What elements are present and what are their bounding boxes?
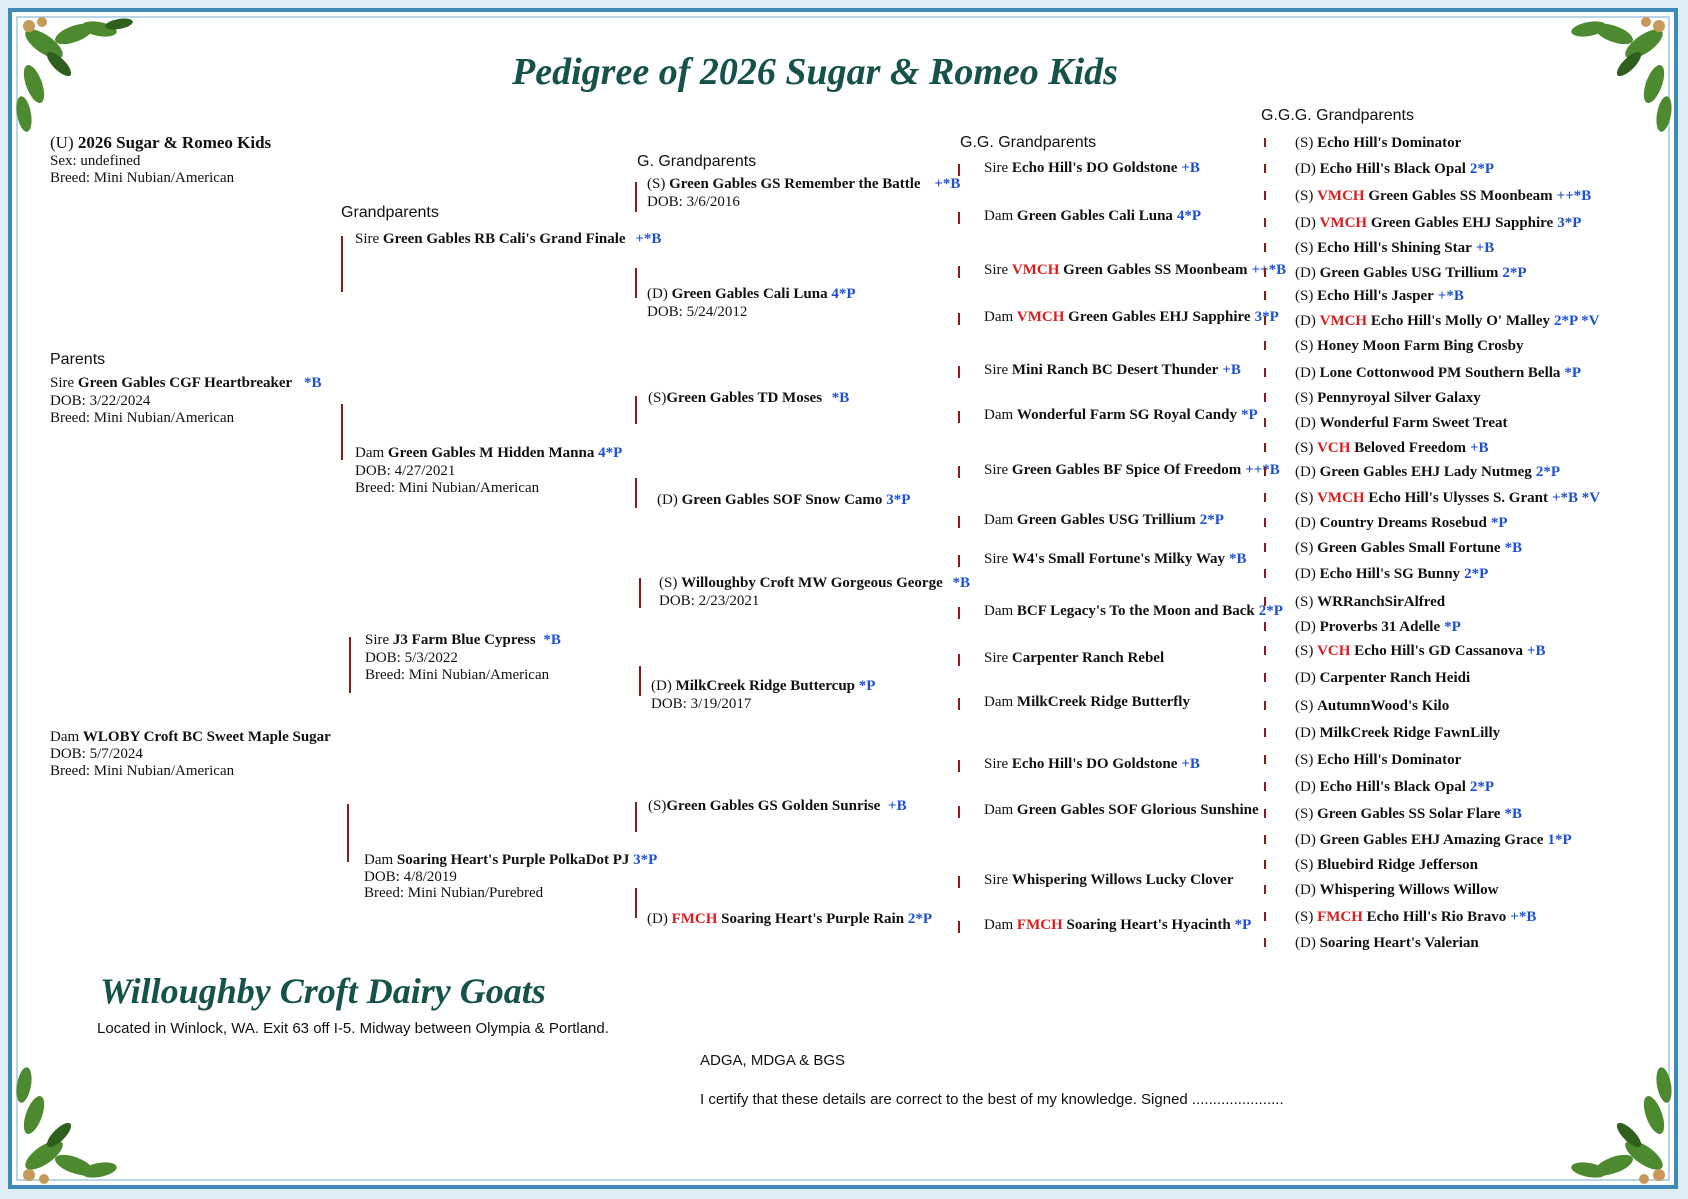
gg-grandparent-entry: Dam FMCH Soaring Heart's Hyacinth *P	[984, 917, 1252, 933]
gg-grandparent-entry: Sire Echo Hill's DO Goldstone +B	[984, 756, 1200, 772]
ggg-grandparent-entry: (D) Green Gables EHJ Lady Nutmeg 2*P	[1295, 464, 1560, 480]
gg-grandparent-entry: Sire VMCH Green Gables SS Moonbeam ++*B	[984, 262, 1287, 278]
g-grandparent-entry: (S)Green Gables TD Moses *B	[648, 390, 850, 406]
ggg-grandparent-entry: (D) Green Gables USG Trillium 2*P	[1295, 265, 1527, 281]
grandparent-dob: DOB: 4/27/2021	[355, 463, 456, 479]
award: +*B	[635, 231, 662, 247]
award: *P	[1564, 365, 1582, 381]
award: +*B	[934, 176, 961, 192]
bracket-line	[958, 876, 960, 888]
bracket-line	[958, 516, 960, 528]
award: 4*P	[1176, 208, 1202, 224]
ggg-grandparent-entry: (S) AutumnWood's Kilo	[1295, 698, 1450, 714]
bracket-line	[1264, 518, 1266, 527]
ggg-grandparent-entry: (S) Echo Hill's Shining Star +B	[1295, 240, 1495, 256]
g-grandparent-entry: (S) Willoughby Croft MW Gorgeous George *B	[659, 575, 971, 591]
award: 2*P *V	[1554, 313, 1600, 329]
ggg-grandparent-entry: (D) Green Gables EHJ Amazing Grace 1*P	[1295, 832, 1572, 848]
bracket-line	[1264, 597, 1266, 606]
bracket-line	[958, 266, 960, 278]
gg-grandparent-entry: Sire Whispering Willows Lucky Clover	[984, 872, 1234, 888]
bracket-line	[1264, 543, 1266, 552]
subject-entry	[50, 134, 271, 151]
bracket-line	[958, 212, 960, 224]
sex-prefix: (U)	[50, 133, 74, 152]
champion-title: VMCH	[1317, 188, 1365, 204]
bracket-line	[1264, 443, 1266, 452]
bracket-line	[639, 666, 641, 696]
bracket-line	[1264, 728, 1266, 737]
award: *B	[303, 375, 322, 391]
award: +B	[1181, 160, 1200, 176]
ggg-grandparent-entry: (D) Proverbs 31 Adelle *P	[1295, 619, 1461, 635]
ggg-grandparent-entry: (D) Wonderful Farm Sweet Treat	[1295, 415, 1508, 431]
award: 4*P	[598, 445, 623, 461]
bracket-line	[958, 698, 960, 710]
ggg-grandparent-entry: (S) Echo Hill's Jasper +*B	[1295, 288, 1464, 304]
g-grandparent-entry: (D) MilkCreek Ridge Buttercup *P	[651, 678, 876, 694]
ggg-grandparent-entry: (S) VMCH Echo Hill's Ulysses S. Grant +*B *V	[1295, 490, 1601, 506]
bracket-line	[1264, 569, 1266, 578]
grandparent-entry: Dam Soaring Heart's Purple PolkaDot PJ 3*P	[364, 852, 658, 868]
bracket-line	[958, 654, 960, 666]
bracket-line	[635, 888, 637, 918]
bracket-line	[639, 578, 641, 608]
registries: ADGA, MDGA & BGS	[700, 1052, 846, 1069]
award: 3*P	[633, 852, 658, 868]
award: 2*P	[1469, 161, 1495, 177]
award: 2*P	[1535, 464, 1560, 480]
bracket-line	[1264, 164, 1266, 173]
award: 2*P	[1258, 603, 1283, 619]
bracket-line	[1264, 243, 1266, 252]
parent-dob: DOB: 3/22/2024	[50, 393, 151, 409]
ggg-grandparent-entry: (S) Green Gables Small Fortune *B	[1295, 540, 1523, 556]
award: *B	[543, 632, 561, 648]
header-g-grandparents: G. Grandparents	[637, 153, 757, 170]
bracket-line	[635, 396, 637, 424]
farm-name: Willoughby Croft Dairy Goats	[100, 971, 546, 1011]
bracket-line	[347, 804, 349, 862]
gg-grandparent-entry: Sire Green Gables BF Spice Of Freedom ++*B	[984, 462, 1280, 478]
gg-grandparent-entry: Dam Wonderful Farm SG Royal Candy *P	[984, 407, 1258, 423]
bracket-line	[635, 478, 637, 508]
parent-name: WLOBY Croft BC Sweet Maple Sugar	[82, 729, 331, 745]
ggg-grandparent-entry: (D) Country Dreams Rosebud *P	[1295, 515, 1508, 531]
bracket-line	[1264, 809, 1266, 818]
gg-grandparent-entry: Sire Echo Hill's DO Goldstone +B	[984, 160, 1200, 176]
bracket-line	[1264, 368, 1266, 377]
award: 3*P	[1557, 215, 1582, 231]
header-parents: Parents	[50, 351, 106, 368]
ggg-grandparent-entry: (D) Echo Hill's Black Opal 2*P	[1295, 161, 1495, 177]
bracket-line	[958, 411, 960, 423]
gg-grandparent-entry: Sire Mini Ranch BC Desert Thunder +B	[984, 362, 1241, 378]
award: *P	[1490, 515, 1508, 531]
award: 3*P	[886, 492, 911, 508]
g-grandparent-dob: DOB: 3/6/2016	[647, 194, 740, 210]
bracket-line	[635, 802, 637, 832]
award: 2*P	[1502, 265, 1527, 281]
bracket-line	[1264, 673, 1266, 682]
champion-title: VMCH	[1319, 313, 1368, 329]
champion-title: VMCH	[1319, 215, 1368, 231]
header-ggg-grandparents: G.G.G. Grandparents	[1261, 107, 1414, 124]
award: *B	[831, 390, 850, 406]
ggg-grandparent-entry: (S) Honey Moon Farm Bing Crosby	[1295, 338, 1524, 354]
page-title: Pedigree of 2026 Sugar & Romeo Kids	[512, 51, 1118, 93]
g-grandparent-entry: (S) Green Gables GS Remember the Battle +*B	[647, 176, 961, 192]
gg-grandparent-entry: Dam Green Gables USG Trillium 2*P	[984, 512, 1224, 528]
award: 2*P	[1199, 512, 1224, 528]
bracket-line	[1264, 646, 1266, 655]
award: *P	[858, 678, 876, 694]
ggg-grandparent-entry: (D) VMCH Echo Hill's Molly O' Malley 2*P *V	[1295, 313, 1600, 329]
bracket-line	[1264, 316, 1266, 325]
award: +*B *V	[1551, 490, 1601, 506]
subject-breed: Breed: Mini Nubian/American	[50, 170, 235, 186]
champion-title: VMCH	[1016, 309, 1065, 325]
champion-title: VCH	[1317, 643, 1351, 659]
gg-grandparent-entry: Dam Green Gables Cali Luna 4*P	[984, 208, 1202, 224]
ggg-grandparent-entry: (S) WRRanchSirAlfred	[1295, 594, 1446, 610]
bracket-line	[1264, 701, 1266, 710]
bracket-line	[1264, 755, 1266, 764]
award: +B	[1475, 240, 1495, 256]
ggg-grandparent-entry: (S) Green Gables SS Solar Flare *B	[1295, 806, 1522, 822]
bracket-line	[958, 760, 960, 772]
grandparent-dob: DOB: 5/3/2022	[365, 650, 458, 666]
bracket-line	[1264, 467, 1266, 476]
award: 2*P	[907, 911, 932, 927]
award: +B	[1526, 643, 1546, 659]
bracket-line	[635, 182, 637, 212]
award: *P	[1444, 619, 1461, 635]
award: 2*P	[1464, 566, 1489, 582]
gg-grandparent-entry: Dam Green Gables SOF Glorious Sunshine	[984, 802, 1259, 818]
award: *P	[1234, 917, 1252, 933]
award: +B	[888, 798, 907, 814]
g-grandparent-dob: DOB: 3/19/2017	[651, 696, 752, 712]
award: 1*P	[1547, 832, 1572, 848]
bracket-line	[1264, 341, 1266, 350]
bracket-line	[1264, 938, 1266, 947]
bracket-line	[1264, 191, 1266, 200]
award: 3*P	[1254, 309, 1279, 325]
gg-grandparent-entry: Sire Carpenter Ranch Rebel	[984, 650, 1165, 666]
bracket-line	[1264, 782, 1266, 791]
ggg-grandparent-entry: (S) VCH Beloved Freedom +B	[1295, 440, 1489, 456]
ggg-grandparent-entry: (D) Echo Hill's SG Bunny 2*P	[1295, 566, 1489, 582]
subject-sex: Sex: undefined	[50, 153, 141, 169]
gg-grandparent-entry: Dam VMCH Green Gables EHJ Sapphire 3*P	[984, 309, 1279, 325]
ggg-grandparent-entry: (D) Echo Hill's Black Opal 2*P	[1295, 779, 1495, 795]
bracket-line	[958, 921, 960, 933]
parent-breed: Breed: Mini Nubian/American	[50, 763, 235, 779]
bracket-line	[1264, 138, 1266, 147]
bracket-line	[1264, 493, 1266, 502]
bracket-line	[1264, 393, 1266, 402]
g-grandparent-entry: (S)Green Gables GS Golden Sunrise +B	[648, 798, 907, 814]
champion-title: VMCH	[1317, 490, 1365, 506]
parent-dob: DOB: 5/7/2024	[50, 746, 143, 762]
ggg-grandparent-entry: (S) FMCH Echo Hill's Rio Bravo +*B	[1295, 909, 1537, 925]
bracket-line	[958, 466, 960, 478]
bracket-line	[1264, 291, 1266, 300]
ggg-grandparent-entry: (D) Carpenter Ranch Heidi	[1295, 670, 1471, 686]
bracket-line	[958, 555, 960, 567]
champion-title: VCH	[1317, 440, 1351, 456]
bracket-line	[1264, 912, 1266, 921]
champion-title: VMCH	[1011, 262, 1060, 278]
gg-grandparent-entry: Dam BCF Legacy's To the Moon and Back 2*P	[984, 603, 1283, 619]
bracket-line	[341, 404, 343, 460]
grandparent-entry: Sire J3 Farm Blue Cypress *B	[365, 632, 561, 648]
header-gg-grandparents: G.G. Grandparents	[960, 134, 1097, 151]
bracket-line	[1264, 835, 1266, 844]
grandparent-entry: Dam Green Gables M Hidden Manna 4*P	[355, 445, 623, 461]
g-grandparent-entry: (D) FMCH Soaring Heart's Purple Rain 2*P	[647, 911, 932, 927]
grandparent-entry: Sire Green Gables RB Cali's Grand Finale +*B	[355, 231, 662, 247]
bracket-line	[958, 164, 960, 176]
award: +B	[1181, 756, 1200, 772]
parent-name: Green Gables CGF Heartbreaker	[77, 375, 293, 391]
bracket-line	[958, 607, 960, 619]
subject-name: 2026 Sugar & Romeo Kids	[77, 133, 272, 152]
g-grandparent-entry: (D) Green Gables Cali Luna 4*P	[647, 286, 856, 302]
g-grandparent-entry: (D) Green Gables SOF Snow Camo 3*P	[657, 492, 911, 508]
award: *B	[1229, 551, 1247, 567]
ggg-grandparent-entry: (S) Echo Hill's Dominator	[1295, 752, 1462, 768]
ggg-grandparent-entry: (D) Whispering Willows Willow	[1295, 882, 1499, 898]
header-grandparents: Grandparents	[341, 204, 439, 221]
bracket-line	[1264, 860, 1266, 869]
champion-title: FMCH	[1317, 909, 1363, 925]
gg-grandparent-entry: Sire W4's Small Fortune's Milky Way *B	[984, 551, 1247, 567]
award: *B	[1504, 806, 1522, 822]
certification-line: I certify that these details are correct to the best of my knowledge. Signed ......................	[700, 1091, 1284, 1108]
ggg-grandparent-entry: (D) VMCH Green Gables EHJ Sapphire 3*P	[1295, 215, 1582, 231]
ggg-grandparent-entry: (S) VMCH Green Gables SS Moonbeam ++*B	[1295, 188, 1592, 204]
bracket-line	[958, 313, 960, 325]
champion-title: FMCH	[1016, 917, 1063, 933]
bracket-line	[1264, 418, 1266, 427]
award: ++*B	[1251, 262, 1287, 278]
award: *B	[1504, 540, 1523, 556]
award: 2*P	[1469, 779, 1495, 795]
ggg-grandparent-entry: (S) Pennyroyal Silver Galaxy	[1295, 390, 1481, 406]
gg-grandparent-entry: Dam MilkCreek Ridge Butterfly	[984, 694, 1190, 710]
award: ++*B	[1556, 188, 1592, 204]
award: *P	[1240, 407, 1258, 423]
bracket-line	[958, 366, 960, 378]
grandparent-breed: Breed: Mini Nubian/Purebred	[364, 885, 544, 901]
leaf-ornament-bottom-right	[1534, 1065, 1684, 1195]
ggg-grandparent-entry: (S) VCH Echo Hill's GD Cassanova +B	[1295, 643, 1546, 659]
ggg-grandparent-entry: (D) Soaring Heart's Valerian	[1295, 935, 1479, 951]
ggg-grandparent-entry: (D) Lone Cottonwood PM Southern Bella *P	[1295, 365, 1582, 381]
leaf-ornament-bottom-left	[4, 1065, 154, 1195]
award: *B	[952, 575, 971, 591]
award: ++*B	[1245, 462, 1280, 478]
bracket-line	[341, 236, 343, 292]
g-grandparent-dob: DOB: 5/24/2012	[647, 304, 748, 320]
bracket-line	[349, 637, 351, 693]
bracket-line	[1264, 218, 1266, 227]
award: +B	[1469, 440, 1489, 456]
ggg-grandparent-entry: (S) Echo Hill's Dominator	[1295, 135, 1462, 151]
bracket-line	[1264, 885, 1266, 894]
parent-dam: Dam WLOBY Croft BC Sweet Maple Sugar	[50, 729, 331, 745]
award: +B	[1222, 362, 1241, 378]
champion-title: FMCH	[671, 911, 718, 927]
bracket-line	[1264, 268, 1266, 277]
grandparent-dob: DOB: 4/8/2019	[364, 869, 457, 885]
farm-location: Located in Winlock, WA. Exit 63 off I-5. Midway between Olympia & Portland.	[97, 1020, 609, 1037]
ggg-grandparent-entry: (D) MilkCreek Ridge FawnLilly	[1295, 725, 1501, 741]
bracket-line	[958, 806, 960, 818]
parent-sire: Sire Green Gables CGF Heartbreaker *B	[50, 375, 322, 391]
award: +*B	[1437, 288, 1464, 304]
award: 4*P	[831, 286, 856, 302]
g-grandparent-dob: DOB: 2/23/2021	[659, 593, 760, 609]
grandparent-breed: Breed: Mini Nubian/American	[355, 480, 540, 496]
award: +*B	[1510, 909, 1537, 925]
bracket-line	[635, 268, 637, 298]
ggg-grandparent-entry: (S) Bluebird Ridge Jefferson	[1295, 857, 1478, 873]
grandparent-breed: Breed: Mini Nubian/American	[365, 667, 550, 683]
parent-breed: Breed: Mini Nubian/American	[50, 410, 235, 426]
bracket-line	[1264, 622, 1266, 631]
